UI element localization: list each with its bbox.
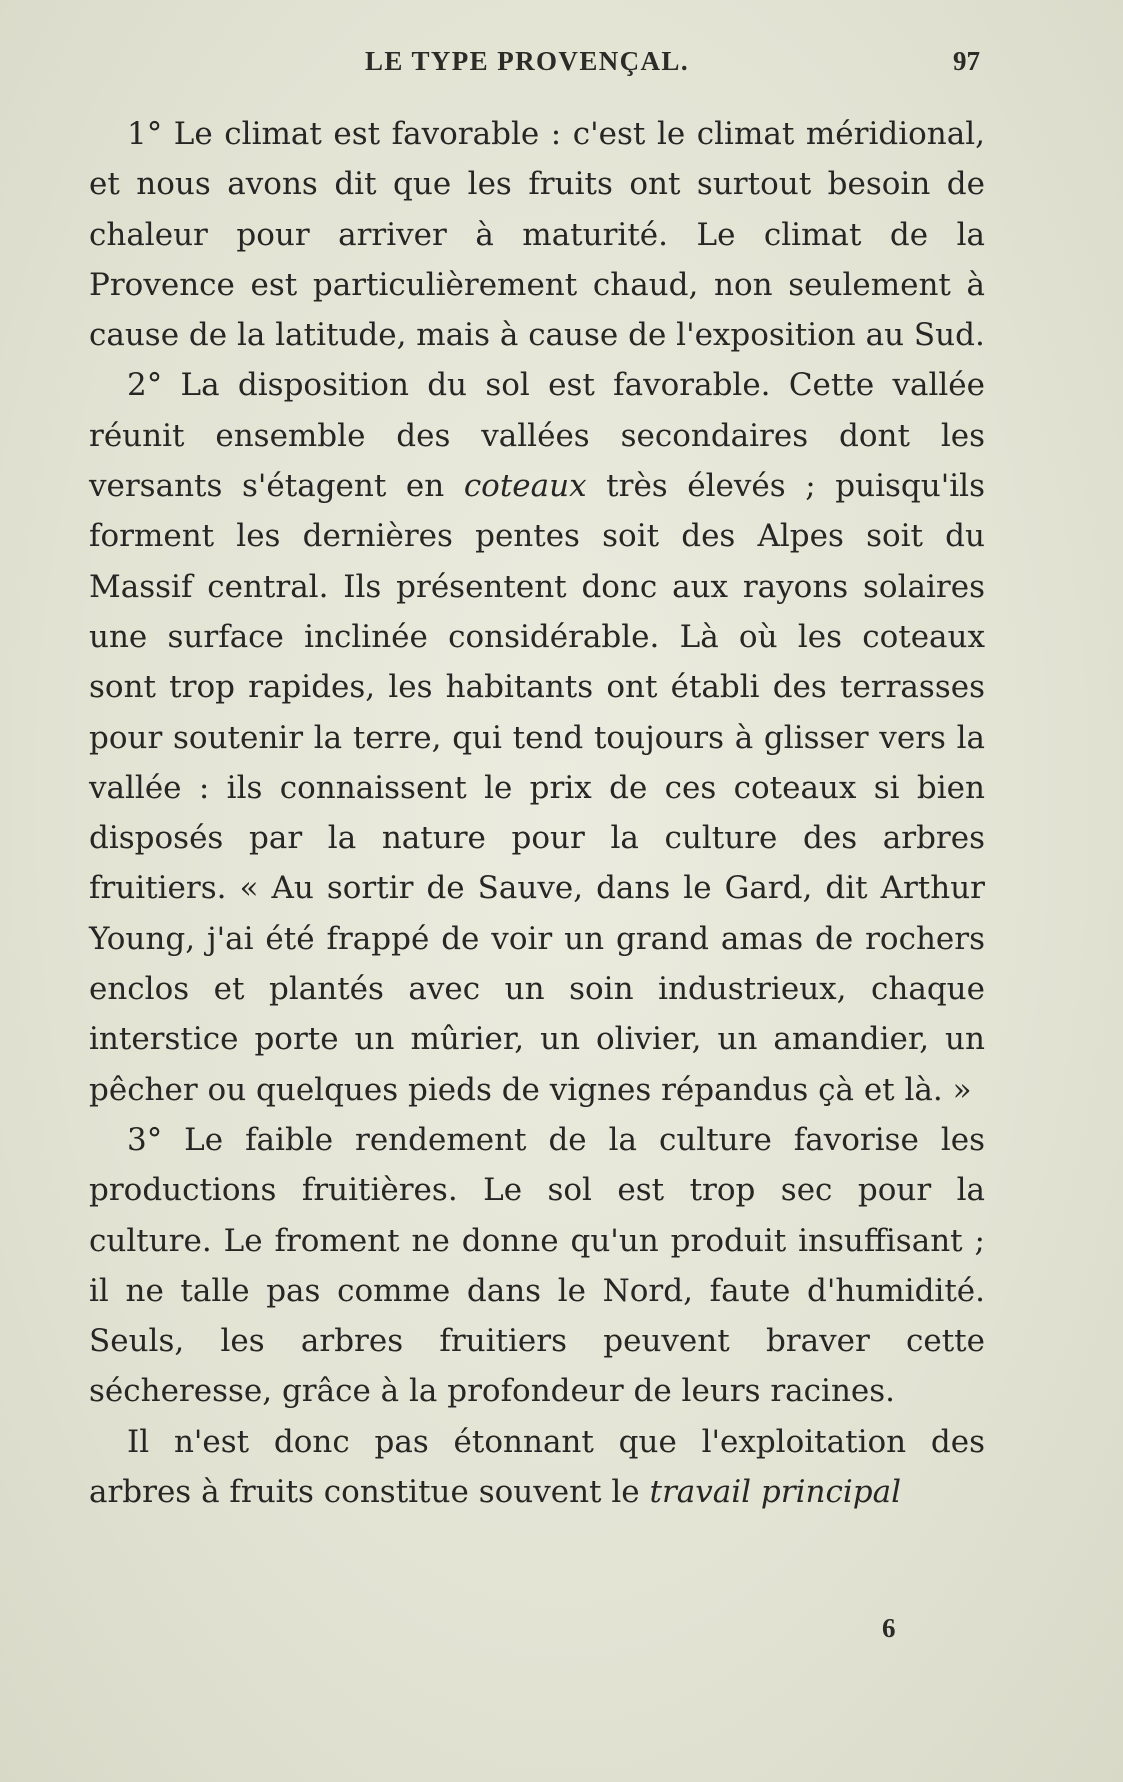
text-column (89, 109, 985, 1517)
signature-mark: 6 (882, 1613, 896, 1643)
running-title: LE TYPE PROVENÇAL. (365, 46, 689, 76)
paragraph-yield: 3° Le faible rendement de la culture favorise les productions fruitières. Le sol est trop sec pour la culture. Le froment ne donne qu'un produit insuffisant ; il ne talle pas comme dans le Nord, faute d'humidité. Seuls, les arbres fruitiers peuvent braver cette sécheresse, grâce à la profondeur de leurs racines. (89, 1121, 985, 1410)
paragraph-soil-text-start: 2° La disposition du sol est favorable. Cette vallée réunit ensemble des vallées secondaires dont les versants s'étagent en (89, 367, 985, 505)
paragraph-soil (89, 360, 985, 1114)
italic-term-travail-principal: travail principal (649, 1474, 901, 1511)
italic-term-coteaux: coteaux (463, 468, 587, 505)
paragraph-climate: 1° Le climat est favorable : c'est le climat méridional, et nous avons dit que les fruits ont surtout besoin de chaleur pour arriver à maturité. Le climat de la Provence est particulièrement chaud, non seulement à cause de la latitude, mais à cause de l'exposition au Sud. (89, 116, 985, 354)
page-number: 97 (953, 46, 980, 76)
running-head (0, 42, 1123, 82)
paragraph-conclusion-text: Il n'est donc pas étonnant que l'exploitation des arbres à fruits constitue souvent le (89, 1423, 985, 1511)
paragraph-conclusion (89, 1417, 985, 1518)
paragraph-soil-text-end: très élevés ; puisqu'ils forment les dernières pentes soit des Alpes soit du Massif central. Ils présentent donc aux rayons solaires une surface inclinée considérable. Là où les coteaux sont trop rapides, les habitants ont établi des terrasses pour soutenir la terre, qui tend toujours à glisser vers la vallée : ils connaissent le prix de ces coteaux si bien disposés par la nature pour la culture des arbres fruitiers. « Au sortir de Sauve, dans le Gard, dit Arthur Young, j'ai été frappé de voir un grand amas de rochers enclos et plantés avec un soin industrieux, chaque interstice porte un mûrier, un olivier, un amandier, un pêcher ou quelques pieds de vignes répandus çà et là. » (89, 468, 985, 1108)
